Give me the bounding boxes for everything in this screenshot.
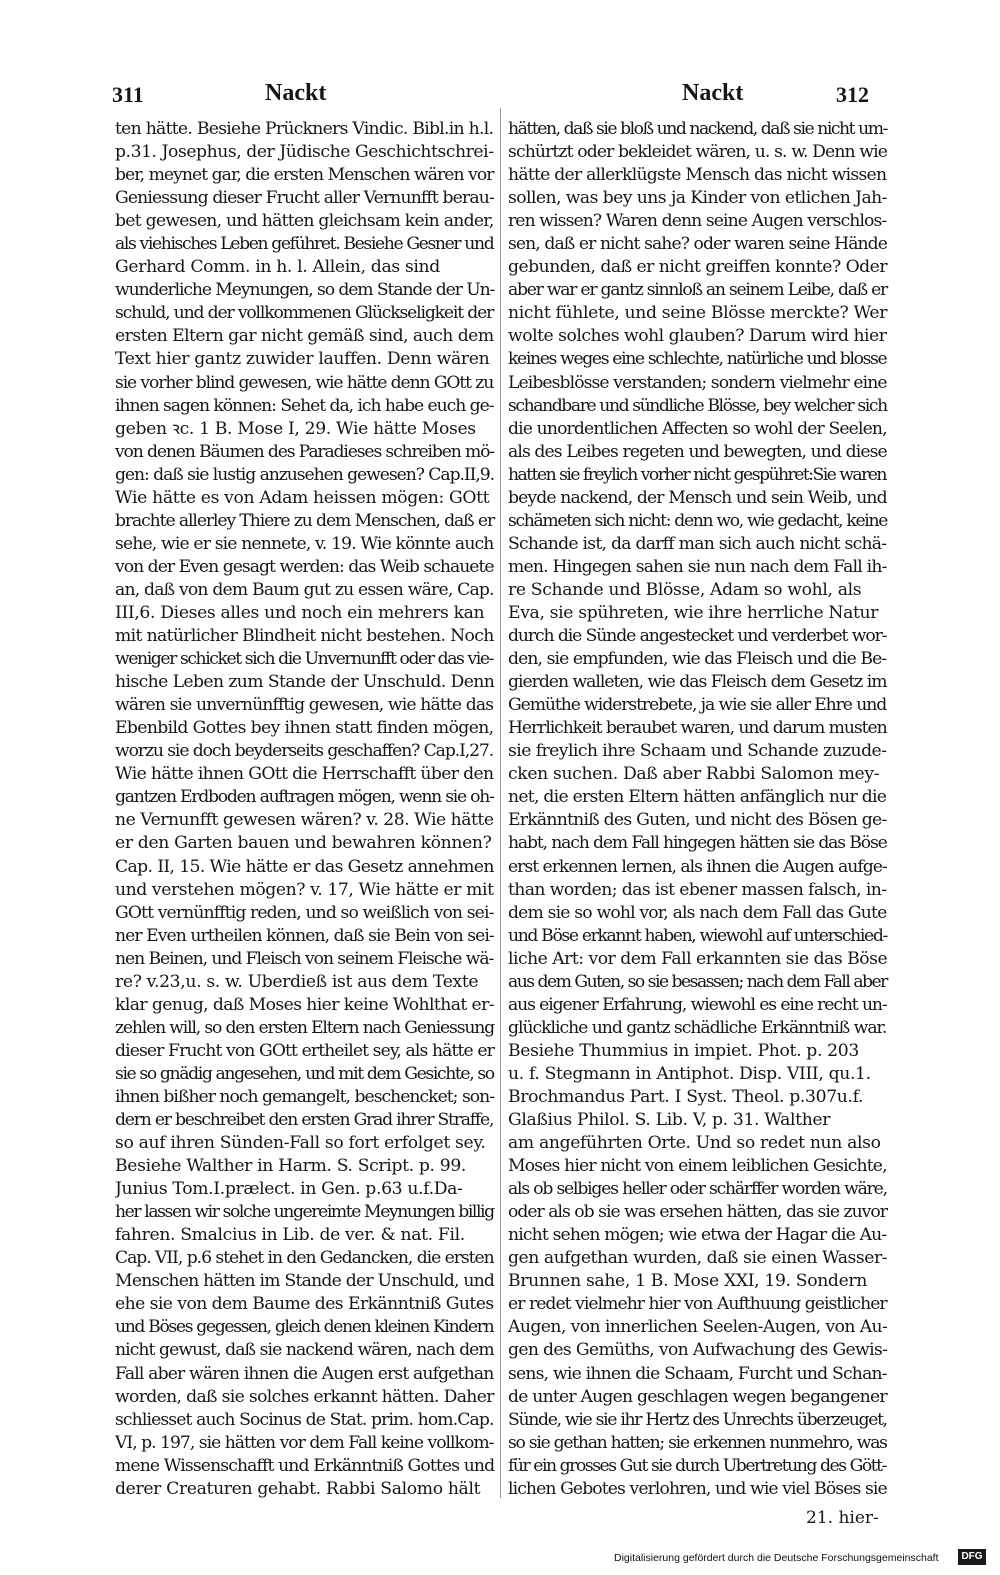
catchword: 21. hier- [806, 1508, 879, 1528]
text-line: Menschen hätten im Stande der Unschuld, und [115, 1271, 495, 1292]
text-line: ne Vernunfft gewesen wären? v. 28. Wie hätte [115, 810, 494, 831]
text-line: gantzen Erdboden auftragen mögen, wenn sie oh- [115, 787, 494, 808]
text-line: von der Even gesagt werden: das Weib schauete [115, 556, 494, 577]
text-line: net, die ersten Eltern hätten anfänglich nur die [508, 787, 887, 808]
text-line: er den Garten bauen und bewahren können? [115, 833, 492, 854]
text-line: liche Art: vor dem Fall erkannten sie das Böse [508, 948, 888, 969]
text-line: fahren. Smalcius in Lib. de ver. & nat. Fil. [115, 1225, 465, 1246]
text-line: als des Leibes regeten und bewegten, und diese [508, 441, 887, 462]
text-line: und verstehen mögen? v. 17, Wie hätte er mit [115, 879, 494, 900]
text-line: her lassen wir solche ungereimte Meynungen billig [115, 1202, 494, 1223]
text-line: sen, daß er nicht sahe? oder waren seine Hände [508, 234, 888, 255]
text-line: mit natürlicher Blindheit nicht bestehen. Noch [115, 626, 494, 647]
text-line: weniger schicket sich die Unvernunfft oder das vie- [115, 649, 493, 670]
text-line: sie vorher blind gewesen, wie hätte denn GOtt zu [115, 372, 494, 393]
text-line: ersten Eltern gar nicht gemäß sind, auch dem [115, 326, 494, 347]
running-head-right: Nackt [682, 80, 744, 106]
text-line: ehe sie von dem Baume des Erkänntniß Gutes [115, 1294, 494, 1315]
text-line: er redet vielmehr hier von Aufthuung geistlicher [508, 1294, 887, 1315]
text-line: Gerhard Comm. in h. l. Allein, das sind [115, 257, 440, 278]
text-line: keines weges eine schlechte, natürliche und blosse [508, 349, 887, 370]
text-column-left [115, 118, 496, 1498]
text-line: hatten sie freylich vorher nicht gespühret:Sie waren [508, 464, 886, 485]
text-line: gebunden, daß er nicht greiffen konnte? Oder [508, 257, 888, 278]
text-line: bet gewesen, und hätten gleichsam kein ander, [115, 211, 494, 232]
text-line: Ebenbild Gottes bey ihnen statt finden mögen, [115, 718, 494, 739]
text-line: Wie hätte es von Adam heissen mögen: GOtt [115, 487, 490, 508]
text-line: nen Beinen, und Fleisch von seinem Fleische wä- [115, 948, 494, 969]
text-line: de unter Augen geschlagen wegen begangener [508, 1386, 887, 1407]
text-line: ihnen sagen können: Sehet da, ich habe euch ge- [115, 395, 494, 416]
text-line: wären sie unvernünfftig gewesen, wie hätte das [115, 695, 494, 716]
text-line: von denen Bäumen des Paradieses schreiben mö- [115, 441, 494, 462]
text-line: zehlen will, so den ersten Eltern nach Geniessung [115, 1017, 494, 1038]
column-divider [500, 108, 501, 1498]
text-line: ren wissen? Waren denn seine Augen verschlos- [508, 211, 887, 232]
text-line: VI, p. 197, sie hätten vor dem Fall keine vollkom- [115, 1432, 494, 1453]
text-line: ten hätte. Besiehe Prückners Vindic. Bibl.in h.l. [115, 119, 494, 139]
text-line: nicht sehen mögen; wie etwa der Hagar die Au- [508, 1225, 887, 1246]
text-line: die unordentlichen Affecten so wohl der Seelen, [508, 418, 887, 439]
text-line: so sie gethan hatten; sie erkennen nunmehro, was [508, 1432, 887, 1453]
text-line: an, daß von dem Baum gut zu essen wäre, Cap. [115, 579, 494, 600]
text-line: Junius Tom.I.prælect. in Gen. p.63 u.f.Da- [115, 1179, 463, 1200]
text-line: Glaßius Philol. S. Lib. V, p. 31. Walther [508, 1110, 831, 1131]
text-line: aber war er gantz sinnloß an seinem Leibe, daß er [508, 280, 888, 301]
text-line: hische Leben zum Stande der Unschuld. Denn [115, 672, 495, 693]
text-line: schürtzt oder bekleidet wären, u. s. w. Denn wie [508, 142, 888, 163]
text-line: men. Hingegen sahen sie nun nach dem Fall ih- [508, 556, 887, 577]
text-line: wunderliche Meynungen, so dem Stande der Un- [115, 280, 495, 301]
text-line: ner Even urtheilen können, daß sie Bein von sei- [115, 925, 494, 946]
text-line: als ob selbiges heller oder schärffer worden wäre, [508, 1179, 887, 1200]
text-line: nicht fühlete, und seine Blösse merckte? Wer [508, 303, 888, 324]
text-line: schämeten sich nicht: denn wo, wie gedacht, keine [508, 510, 888, 531]
text-line: und Böse erkannt haben, wiewohl auf unterschied- [508, 925, 887, 946]
text-line: dern er beschreibet den ersten Grad ihrer Straffe, [115, 1110, 494, 1131]
text-line: schuld, und der vollkommenen Glückseligkeit der [115, 303, 494, 324]
text-line: aus eigener Erfahrung, wiewohl es eine recht un- [508, 994, 887, 1015]
text-line: hätte der allerklügste Mensch das nicht wissen [508, 165, 887, 186]
text-line: Wie hätte ihnen GOtt die Herrschafft über den [115, 764, 494, 785]
text-line: dieser Frucht von GOtt ertheilet sey, als hätte er [115, 1040, 494, 1061]
text-line: Fall aber wären ihnen die Augen erst aufgethan [115, 1363, 494, 1384]
text-line: schandbare und sündliche Blösse, bey welcher sich [508, 395, 887, 416]
text-line: dem sie so wohl vor, als nach dem Fall das Gute [508, 902, 887, 923]
text-line: beyde nackend, der Mensch und sein Weib, und [508, 487, 887, 508]
text-line: brachte allerley Thiere zu dem Menschen, daß er [115, 510, 495, 531]
text-line: Moses hier nicht von einem leiblichen Gesichte, [508, 1156, 887, 1177]
text-line: oder als ob sie was ersehen hätten, das sie zuvor [508, 1202, 887, 1223]
text-line: klar genug, daß Moses hier keine Wohlthat er- [115, 994, 494, 1015]
text-line: mene Wissenschafft und Erkänntniß Gottes und [115, 1455, 495, 1476]
text-line: nicht gewust, daß sie nackend wären, nach dem [115, 1340, 494, 1361]
text-line: Text hier gantz zuwider lauffen. Denn wären [115, 349, 490, 370]
text-line: derer Creaturen gehabt. Rabbi Salomo hält [115, 1478, 481, 1498]
text-column-right [508, 118, 889, 1498]
text-line: hätten, daß sie bloß und nackend, daß sie nicht um- [508, 119, 887, 139]
text-line: than worden; das ist ebener massen falsch, in- [508, 879, 887, 900]
text-line: wolte solches wohl glauben? Darum wird hier [508, 326, 887, 347]
text-line: sie freylich ihre Schaam und Schande zuzude- [508, 741, 887, 762]
text-line: lichen Gebotes verlohren, und wie viel Böses sie [508, 1478, 887, 1498]
text-line: Gemüthe widerstrebete, ja wie sie aller Ehre und [508, 695, 887, 716]
text-line: sollen, was bey uns ja Kinder von etlichen Jah- [508, 188, 887, 209]
text-line: worden, daß sie solches erkannt hätten. Daher [115, 1386, 494, 1407]
text-line: habt, nach dem Fall hingegen hätten sie das Böse [508, 833, 887, 854]
text-line: re Schande und Blösse, Adam so wohl, als [508, 579, 862, 600]
text-line: am angeführten Orte. Und so redet nun also [508, 1133, 881, 1154]
text-line: Geniessung dieser Frucht aller Vernunfft berau- [115, 188, 494, 209]
text-line: GOtt vernünfftig reden, und so weißlich von sei- [115, 902, 494, 923]
text-line: geben ꝛc. 1 B. Mose I, 29. Wie hätte Moses [115, 418, 476, 439]
page-number-right: 312 [836, 82, 869, 107]
text-line: Eva, sie spühreten, wie ihre herrliche Natur [508, 602, 879, 623]
text-line: schliesset auch Socinus de Stat. prim. hom.Cap. [115, 1409, 494, 1430]
text-line: Erkänntniß des Guten, und nicht des Bösen ge- [508, 810, 887, 831]
text-line: cken suchen. Daß aber Rabbi Salomon mey- [508, 764, 880, 785]
text-line: aus dem Guten, so sie besassen; nach dem Fall aber [508, 971, 887, 992]
running-head-left: Nackt [265, 80, 327, 106]
text-line: den, sie empfunden, wie das Fleisch und die Be- [508, 649, 887, 670]
text-line: ber, meynet gar, die ersten Menschen wären vor [115, 165, 494, 186]
text-line: Schande ist, da darff man sich auch nicht schä- [508, 533, 887, 554]
text-line: als viehisches Leben geführet. Besiehe Gesner und [115, 234, 494, 255]
text-line: re? v.23,u. s. w. Uberdieß ist aus dem Texte [115, 971, 479, 992]
text-line: durch die Sünde angestecket und verderbet wor- [508, 626, 887, 647]
text-line: III,6. Dieses alles und noch ein mehrers kan [115, 602, 485, 623]
text-line: Augen, von innerlichen Seelen-Augen, von Au- [508, 1317, 888, 1338]
text-line: und Böses gegessen, gleich denen kleinen Kindern [115, 1317, 494, 1338]
text-line: gen: daß sie lustig anzusehen gewesen? Cap.II,9. [115, 464, 495, 485]
text-line: u. f. Stegmann in Antiphot. Disp. VIII, qu.1. [508, 1063, 871, 1084]
text-line: glückliche und gantz schädliche Erkänntniß war. [508, 1017, 887, 1038]
text-line: ihnen bißher noch gemangelt, beschencket; son- [115, 1086, 495, 1107]
text-line: Herrlichkeit beraubet waren, und darum musten [508, 718, 887, 739]
text-line: Brunnen sahe, 1 B. Mose XXI, 19. Sondern [508, 1271, 867, 1292]
text-line: Leibesblösse verstanden; sondern vielmehr eine [508, 372, 887, 393]
text-line: gierden walleten, wie das Fleisch dem Gesetz im [508, 672, 887, 693]
dfg-logo: DFG [958, 1549, 986, 1565]
text-line: Besiehe Walther in Harm. S. Script. p. 99. [115, 1156, 467, 1177]
page-number-left: 311 [112, 82, 144, 107]
text-line: Cap. VII, p.6 stehet in den Gedancken, die ersten [115, 1248, 494, 1269]
digitization-credit: Digitalisierung gefördert durch die Deutsche Forschungsgemeinschaft [614, 1552, 939, 1564]
text-line: gen des Gemüths, von Aufwachung des Gewis- [508, 1340, 888, 1361]
text-line: Besiehe Thummius in impiet. Phot. p. 203 [508, 1040, 859, 1061]
text-line: erst erkennen lernen, als ihnen die Augen aufge- [508, 856, 887, 877]
text-line: p.31. Josephus, der Jüdische Geschichtschrei- [115, 142, 494, 163]
text-line: Cap. II, 15. Wie hätte er das Gesetz annehmen [115, 856, 494, 877]
text-line: gen aufgethan wurden, daß sie einen Wasser- [508, 1248, 888, 1269]
text-line: so auf ihren Sünden-Fall so fort erfolget sey. [115, 1133, 486, 1154]
text-line: Brochmandus Part. I Syst. Theol. p.307u.f. [508, 1086, 864, 1107]
text-line: Sünde, wie sie ihr Hertz des Unrechts überzeuget, [508, 1409, 887, 1430]
text-line: sehe, wie er sie nennete, v. 19. Wie könnte auch [115, 533, 494, 554]
text-line: sie so gnädig angesehen, und mit dem Gesichte, so [115, 1063, 494, 1084]
text-line: sens, wie ihnen die Schaam, Furcht und Schan- [508, 1363, 887, 1384]
text-line: für ein grosses Gut sie durch Ubertretung des Gött- [508, 1455, 886, 1476]
text-line: worzu sie doch beyderseits geschaffen? Cap.I,27. [115, 741, 494, 762]
